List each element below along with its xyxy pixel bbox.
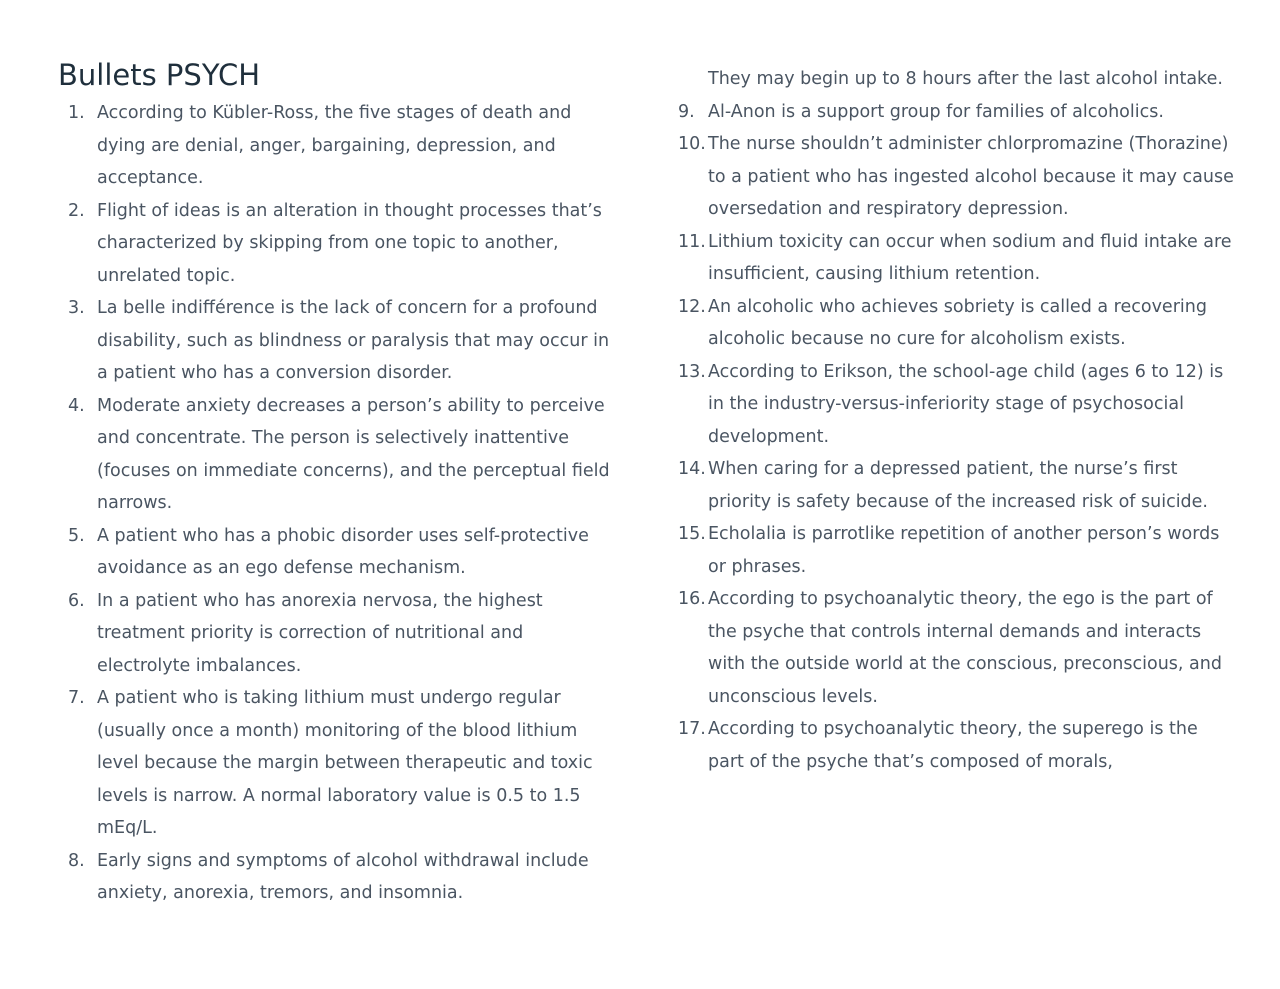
list-item <box>678 128 1238 226</box>
list-item <box>678 226 1238 291</box>
item-text: According to psychoanalytic theory, the ego is the part of the psyche that controls internal demands and interacts with the outside world at the conscious, preconscious, and unconscious levels. <box>708 589 1222 707</box>
list-item-continuation <box>678 63 1238 96</box>
item-number: 17. <box>678 719 706 739</box>
page-title: Bullets PSYCH <box>58 58 261 92</box>
item-text: According to Erikson, the school-age child (ages 6 to 12) is in the industry-versus-inferiority stage of psychosocial development. <box>708 361 1224 447</box>
list-item <box>58 845 618 910</box>
item-number: 16. <box>678 589 706 609</box>
list-item <box>58 292 618 390</box>
list-item <box>58 585 618 683</box>
item-text: Al-Anon is a support group for families of alcoholics. <box>708 101 1164 122</box>
list-item <box>678 453 1238 518</box>
item-number: 4. <box>68 395 85 416</box>
list-item <box>678 713 1238 778</box>
item-text: An alcoholic who achieves sobriety is called a recovering alcoholic because no cure for alcoholism exists. <box>708 296 1207 349</box>
item-number: 7. <box>68 688 85 708</box>
list-item <box>678 356 1238 454</box>
item-text: Lithium toxicity can occur when sodium and fluid intake are insufficient, causing lithium retention. <box>708 231 1232 284</box>
item-text: According to psychoanalytic theory, the superego is the part of the psyche that’s composed of morals, <box>708 719 1198 772</box>
item-number: 8. <box>68 850 85 871</box>
left-bullet-list <box>58 97 618 910</box>
item-text: When caring for a depressed patient, the nurse’s first priority is safety because of the increased risk of suicide. <box>708 459 1208 512</box>
item-text: A patient who is taking lithium must undergo regular (usually once a month) monitoring of the blood lithium level because the margin between therapeutic and toxic levels is narrow. A normal laboratory value is 0.5 to 1.5 mEq/L. <box>97 688 593 838</box>
item-text: La belle indifférence is the lack of concern for a profound disability, such as blindness or paralysis that may occur in a patient who has a conversion disorder. <box>97 298 610 383</box>
item-number: 1. <box>68 103 85 123</box>
list-item <box>678 518 1238 583</box>
item-text: Moderate anxiety decreases a person’s ability to perceive and concentrate. The person is selectively inattentive (focuses on immediate concerns), and the perceptual field narrows. <box>97 395 610 513</box>
list-item <box>58 97 618 195</box>
item-number: 15. <box>678 524 706 544</box>
item-number: 12. <box>678 296 706 317</box>
item-text: Echolalia is parrotlike repetition of another person’s words or phrases. <box>708 524 1220 577</box>
item-number: 11. <box>678 231 706 252</box>
list-item <box>58 195 618 293</box>
list-item <box>58 520 618 585</box>
continuation-text: They may begin up to 8 hours after the last alcohol intake. <box>708 69 1223 89</box>
list-item <box>58 682 618 845</box>
list-item <box>58 390 618 520</box>
list-item <box>678 291 1238 356</box>
item-text: The nurse shouldn’t administer chlorpromazine (Thorazine) to a patient who has ingested alcohol because it may cause oversedation and respiratory depression. <box>708 134 1234 219</box>
item-number: 10. <box>678 134 706 154</box>
right-bullet-list <box>678 63 1238 778</box>
item-text: A patient who has a phobic disorder uses self-protective avoidance as an ego defense mechanism. <box>97 525 589 578</box>
item-number: 9. <box>678 101 695 122</box>
item-text: According to Kübler-Ross, the five stages of death and dying are denial, anger, bargaining, depression, and acceptance. <box>97 103 572 188</box>
list-item <box>678 583 1238 713</box>
item-number: 14. <box>678 459 706 479</box>
item-text: Early signs and symptoms of alcohol withdrawal include anxiety, anorexia, tremors, and insomnia. <box>97 850 589 903</box>
list-item <box>678 96 1238 129</box>
item-number: 2. <box>68 200 85 221</box>
item-number: 3. <box>68 298 85 318</box>
item-number: 6. <box>68 590 85 611</box>
item-number: 5. <box>68 525 85 546</box>
item-text: Flight of ideas is an alteration in thought processes that’s characterized by skipping from one topic to another, unrelated topic. <box>97 200 602 286</box>
item-number: 13. <box>678 361 706 382</box>
item-text: In a patient who has anorexia nervosa, the highest treatment priority is correction of nutritional and electrolyte imbalances. <box>97 590 543 676</box>
